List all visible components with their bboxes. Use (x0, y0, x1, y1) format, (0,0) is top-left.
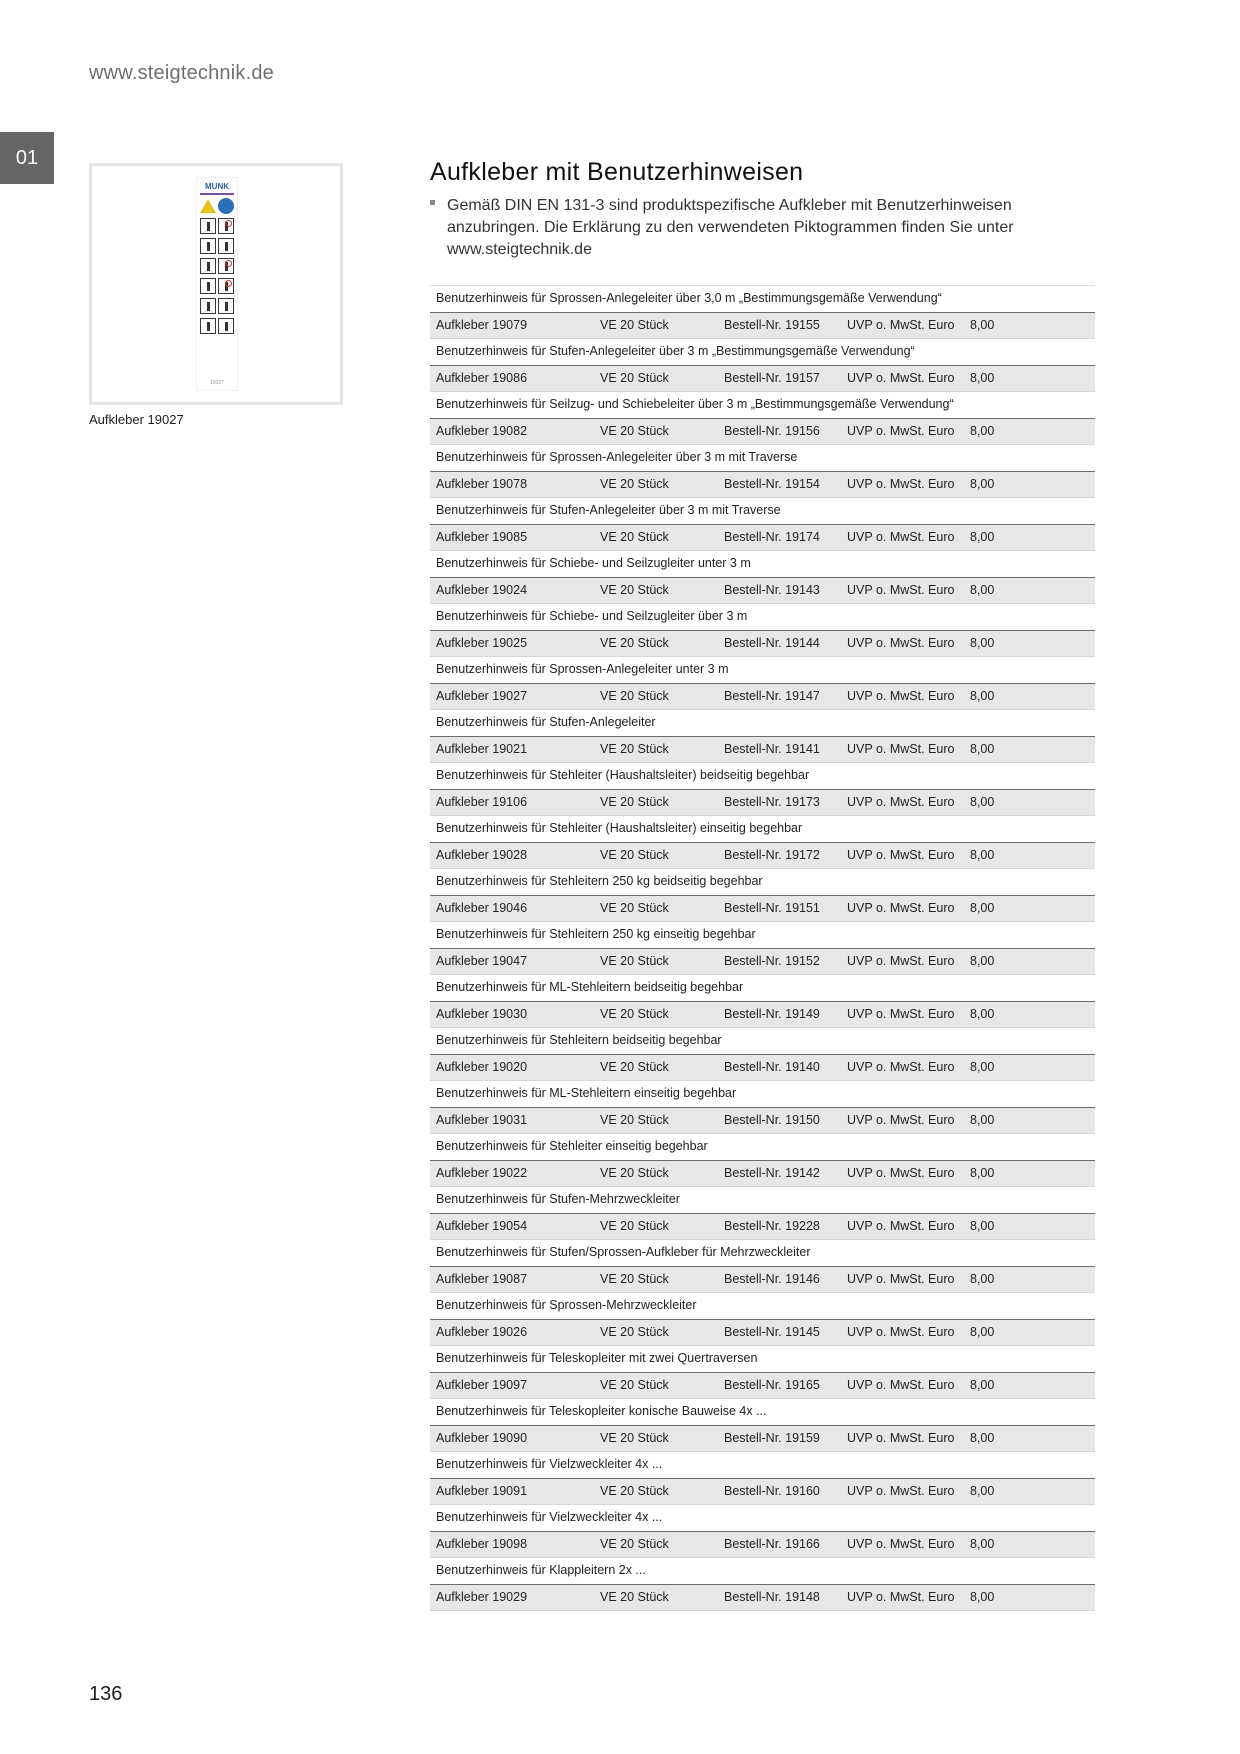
product-name: Aufkleber 19021 (436, 741, 528, 756)
product-name: Aufkleber 19097 (436, 1377, 528, 1392)
product-description: Benutzerhinweis für Sprossen-Anlegeleiter über 3,0 m „Bestimmungsgemäße Verwendung“ (430, 286, 1095, 313)
product-description: Benutzerhinweis für Schiebe- und Seilzugleiter unter 3 m (430, 551, 1095, 578)
product-description: Benutzerhinweis für Stufen-Anlegeleiter über 3 m „Bestimmungsgemäße Verwendung“ (430, 339, 1095, 366)
order-number: Bestell-Nr. 19155 (724, 317, 820, 332)
product-table (430, 285, 1095, 1611)
table-row (430, 1373, 1095, 1400)
product-name: Aufkleber 19026 (436, 1324, 528, 1339)
pictogram-icon (218, 218, 234, 234)
order-number: Bestell-Nr. 19148 (724, 1589, 820, 1604)
price-value: 8,00 (970, 953, 995, 968)
packaging-unit: VE 20 Stück (600, 635, 669, 650)
pictogram-icon (218, 258, 234, 274)
packaging-unit: VE 20 Stück (600, 1483, 669, 1498)
packaging-unit: VE 20 Stück (600, 1165, 669, 1180)
product-description: Benutzerhinweis für Sprossen-Anlegeleiter über 3 m mit Traverse (430, 445, 1095, 472)
product-name: Aufkleber 19028 (436, 847, 528, 862)
price-value: 8,00 (970, 741, 995, 756)
price-label: UVP o. MwSt. Euro (847, 1218, 955, 1233)
table-row (430, 1585, 1095, 1612)
price-value: 8,00 (970, 317, 995, 332)
price-value: 8,00 (970, 1589, 995, 1604)
price-label: UVP o. MwSt. Euro (847, 529, 955, 544)
product-description: Benutzerhinweis für Teleskopleiter konische Bauweise 4x ... (430, 1399, 1095, 1426)
price-label: UVP o. MwSt. Euro (847, 900, 955, 915)
packaging-unit: VE 20 Stück (600, 370, 669, 385)
price-value: 8,00 (970, 423, 995, 438)
price-value: 8,00 (970, 900, 995, 915)
order-number: Bestell-Nr. 19143 (724, 582, 820, 597)
price-label: UVP o. MwSt. Euro (847, 1271, 955, 1286)
order-number: Bestell-Nr. 19141 (724, 741, 820, 756)
order-number: Bestell-Nr. 19144 (724, 635, 820, 650)
product-name: Aufkleber 19025 (436, 635, 528, 650)
price-label: UVP o. MwSt. Euro (847, 423, 955, 438)
table-row (430, 525, 1095, 552)
intro-paragraph (430, 195, 1070, 261)
page-number: 136 (89, 1683, 123, 1705)
packaging-unit: VE 20 Stück (600, 794, 669, 809)
product-description: Benutzerhinweis für Stufen-Mehrzweckleiter (430, 1187, 1095, 1214)
product-name: Aufkleber 19054 (436, 1218, 528, 1233)
price-value: 8,00 (970, 635, 995, 650)
order-number: Bestell-Nr. 19172 (724, 847, 820, 862)
pictogram-icon (200, 218, 216, 234)
price-label: UVP o. MwSt. Euro (847, 847, 955, 862)
price-value: 8,00 (970, 1377, 995, 1392)
info-icon (218, 198, 234, 214)
packaging-unit: VE 20 Stück (600, 1112, 669, 1127)
warning-icon (200, 198, 216, 214)
table-row (430, 1320, 1095, 1347)
page-title: Aufkleber mit Benutzerhinweisen (430, 158, 804, 186)
table-row (430, 949, 1095, 976)
order-number: Bestell-Nr. 19145 (724, 1324, 820, 1339)
sticker-code: 19027 (210, 380, 224, 386)
intro-text: Gemäß DIN EN 131-3 sind produktspezifische Aufkleber mit Benutzerhinweisen anzubringen. Die Erklärung zu den verwendeten Piktogrammen finden Sie unter www.steigtechnik.de (447, 197, 1014, 258)
product-name: Aufkleber 19090 (436, 1430, 528, 1445)
price-label: UVP o. MwSt. Euro (847, 1112, 955, 1127)
table-row (430, 313, 1095, 340)
product-description: Benutzerhinweis für Sprossen-Anlegeleiter unter 3 m (430, 657, 1095, 684)
product-description: Benutzerhinweis für Stehleiter (Haushaltsleiter) beidseitig begehbar (430, 763, 1095, 790)
order-number: Bestell-Nr. 19166 (724, 1536, 820, 1551)
pictogram-icon (200, 258, 216, 274)
table-row (430, 896, 1095, 923)
price-label: UVP o. MwSt. Euro (847, 1377, 955, 1392)
image-caption: Aufkleber 19027 (89, 412, 184, 427)
product-description: Benutzerhinweis für ML-Stehleitern beidseitig begehbar (430, 975, 1095, 1002)
price-label: UVP o. MwSt. Euro (847, 1165, 955, 1180)
packaging-unit: VE 20 Stück (600, 900, 669, 915)
table-row (430, 843, 1095, 870)
price-label: UVP o. MwSt. Euro (847, 953, 955, 968)
price-label: UVP o. MwSt. Euro (847, 1059, 955, 1074)
product-description: Benutzerhinweis für Klappleitern 2x ... (430, 1558, 1095, 1585)
product-name: Aufkleber 19024 (436, 582, 528, 597)
pictogram-icon (200, 318, 216, 334)
pictogram-icon (218, 298, 234, 314)
packaging-unit: VE 20 Stück (600, 317, 669, 332)
price-label: UVP o. MwSt. Euro (847, 1536, 955, 1551)
packaging-unit: VE 20 Stück (600, 1377, 669, 1392)
price-value: 8,00 (970, 1112, 995, 1127)
product-description: Benutzerhinweis für ML-Stehleitern einseitig begehbar (430, 1081, 1095, 1108)
price-label: UVP o. MwSt. Euro (847, 317, 955, 332)
price-value: 8,00 (970, 1271, 995, 1286)
price-label: UVP o. MwSt. Euro (847, 370, 955, 385)
packaging-unit: VE 20 Stück (600, 582, 669, 597)
product-name: Aufkleber 19086 (436, 370, 528, 385)
product-name: Aufkleber 19022 (436, 1165, 528, 1180)
table-row (430, 737, 1095, 764)
packaging-unit: VE 20 Stück (600, 847, 669, 862)
product-description: Benutzerhinweis für Sprossen-Mehrzweckleiter (430, 1293, 1095, 1320)
packaging-unit: VE 20 Stück (600, 1324, 669, 1339)
product-name: Aufkleber 19087 (436, 1271, 528, 1286)
packaging-unit: VE 20 Stück (600, 476, 669, 491)
product-name: Aufkleber 19085 (436, 529, 528, 544)
packaging-unit: VE 20 Stück (600, 1059, 669, 1074)
price-value: 8,00 (970, 529, 995, 544)
price-value: 8,00 (970, 370, 995, 385)
price-value: 8,00 (970, 1430, 995, 1445)
site-url: www.steigtechnik.de (89, 62, 275, 84)
product-description: Benutzerhinweis für Stehleiter (Haushaltsleiter) einseitig begehbar (430, 816, 1095, 843)
price-label: UVP o. MwSt. Euro (847, 688, 955, 703)
table-row (430, 1108, 1095, 1135)
product-description: Benutzerhinweis für Teleskopleiter mit zwei Quertraversen (430, 1346, 1095, 1373)
table-row (430, 1532, 1095, 1559)
price-value: 8,00 (970, 794, 995, 809)
pictogram-icon (218, 238, 234, 254)
packaging-unit: VE 20 Stück (600, 1589, 669, 1604)
product-description: Benutzerhinweis für Stufen/Sprossen-Aufkleber für Mehrzweckleiter (430, 1240, 1095, 1267)
price-label: UVP o. MwSt. Euro (847, 1589, 955, 1604)
product-description: Benutzerhinweis für Stehleitern 250 kg einseitig begehbar (430, 922, 1095, 949)
packaging-unit: VE 20 Stück (600, 1536, 669, 1551)
price-label: UVP o. MwSt. Euro (847, 582, 955, 597)
order-number: Bestell-Nr. 19140 (724, 1059, 820, 1074)
product-name: Aufkleber 19078 (436, 476, 528, 491)
product-description: Benutzerhinweis für Stufen-Anlegeleiter (430, 710, 1095, 737)
order-number: Bestell-Nr. 19228 (724, 1218, 820, 1233)
order-number: Bestell-Nr. 19147 (724, 688, 820, 703)
pictogram-icon (218, 318, 234, 334)
price-label: UVP o. MwSt. Euro (847, 1006, 955, 1021)
product-name: Aufkleber 19082 (436, 423, 528, 438)
product-name: Aufkleber 19079 (436, 317, 528, 332)
table-row (430, 1002, 1095, 1029)
order-number: Bestell-Nr. 19160 (724, 1483, 820, 1498)
product-description: Benutzerhinweis für Vielzweckleiter 4x ... (430, 1505, 1095, 1532)
product-description: Benutzerhinweis für Stufen-Anlegeleiter über 3 m mit Traverse (430, 498, 1095, 525)
product-name: Aufkleber 19031 (436, 1112, 528, 1127)
order-number: Bestell-Nr. 19157 (724, 370, 820, 385)
product-description: Benutzerhinweis für Schiebe- und Seilzugleiter über 3 m (430, 604, 1095, 631)
product-name: Aufkleber 19020 (436, 1059, 528, 1074)
product-name: Aufkleber 19047 (436, 953, 528, 968)
bullet-icon (430, 200, 435, 205)
order-number: Bestell-Nr. 19152 (724, 953, 820, 968)
price-value: 8,00 (970, 1165, 995, 1180)
price-value: 8,00 (970, 688, 995, 703)
order-number: Bestell-Nr. 19156 (724, 423, 820, 438)
pictogram-icon (200, 278, 216, 294)
table-row (430, 790, 1095, 817)
packaging-unit: VE 20 Stück (600, 1430, 669, 1445)
product-description: Benutzerhinweis für Vielzweckleiter 4x ... (430, 1452, 1095, 1479)
product-name: Aufkleber 19091 (436, 1483, 528, 1498)
price-value: 8,00 (970, 1006, 995, 1021)
packaging-unit: VE 20 Stück (600, 1271, 669, 1286)
order-number: Bestell-Nr. 19142 (724, 1165, 820, 1180)
order-number: Bestell-Nr. 19159 (724, 1430, 820, 1445)
product-name: Aufkleber 19098 (436, 1536, 528, 1551)
table-row (430, 1479, 1095, 1506)
price-value: 8,00 (970, 476, 995, 491)
table-row (430, 1161, 1095, 1188)
product-description: Benutzerhinweis für Stehleitern beidseitig begehbar (430, 1028, 1095, 1055)
table-row (430, 1214, 1095, 1241)
order-number: Bestell-Nr. 19150 (724, 1112, 820, 1127)
table-row (430, 1267, 1095, 1294)
price-label: UVP o. MwSt. Euro (847, 741, 955, 756)
price-label: UVP o. MwSt. Euro (847, 476, 955, 491)
order-number: Bestell-Nr. 19154 (724, 476, 820, 491)
table-row (430, 1055, 1095, 1082)
price-label: UVP o. MwSt. Euro (847, 635, 955, 650)
product-name: Aufkleber 19106 (436, 794, 528, 809)
product-name: Aufkleber 19046 (436, 900, 528, 915)
packaging-unit: VE 20 Stück (600, 741, 669, 756)
product-image (89, 163, 343, 405)
logo-underline (200, 193, 234, 195)
price-value: 8,00 (970, 1483, 995, 1498)
table-row (430, 366, 1095, 393)
sticker-illustration (197, 178, 237, 390)
packaging-unit: VE 20 Stück (600, 953, 669, 968)
product-description: Benutzerhinweis für Stehleiter einseitig begehbar (430, 1134, 1095, 1161)
product-description: Benutzerhinweis für Stehleitern 250 kg beidseitig begehbar (430, 869, 1095, 896)
price-value: 8,00 (970, 1218, 995, 1233)
pictogram-icon (218, 278, 234, 294)
price-value: 8,00 (970, 1536, 995, 1551)
pictogram-icon (200, 238, 216, 254)
table-row (430, 578, 1095, 605)
price-value: 8,00 (970, 847, 995, 862)
price-label: UVP o. MwSt. Euro (847, 794, 955, 809)
price-value: 8,00 (970, 1059, 995, 1074)
packaging-unit: VE 20 Stück (600, 688, 669, 703)
order-number: Bestell-Nr. 19149 (724, 1006, 820, 1021)
product-description: Benutzerhinweis für Seilzug- und Schiebeleiter über 3 m „Bestimmungsgemäße Verwendung“ (430, 392, 1095, 419)
price-label: UVP o. MwSt. Euro (847, 1483, 955, 1498)
price-label: UVP o. MwSt. Euro (847, 1430, 955, 1445)
order-number: Bestell-Nr. 19174 (724, 529, 820, 544)
table-row (430, 1426, 1095, 1453)
price-value: 8,00 (970, 582, 995, 597)
order-number: Bestell-Nr. 19165 (724, 1377, 820, 1392)
order-number: Bestell-Nr. 19146 (724, 1271, 820, 1286)
table-row (430, 684, 1095, 711)
order-number: Bestell-Nr. 19151 (724, 900, 820, 915)
packaging-unit: VE 20 Stück (600, 1006, 669, 1021)
price-value: 8,00 (970, 1324, 995, 1339)
pictogram-icon (200, 298, 216, 314)
packaging-unit: VE 20 Stück (600, 529, 669, 544)
price-label: UVP o. MwSt. Euro (847, 1324, 955, 1339)
packaging-unit: VE 20 Stück (600, 423, 669, 438)
packaging-unit: VE 20 Stück (600, 1218, 669, 1233)
product-name: Aufkleber 19027 (436, 688, 528, 703)
order-number: Bestell-Nr. 19173 (724, 794, 820, 809)
table-row (430, 472, 1095, 499)
chapter-tab: 01 (0, 132, 54, 184)
product-name: Aufkleber 19030 (436, 1006, 528, 1021)
munk-logo: MUNK (205, 182, 229, 191)
table-row (430, 419, 1095, 446)
product-name: Aufkleber 19029 (436, 1589, 528, 1604)
table-row (430, 631, 1095, 658)
